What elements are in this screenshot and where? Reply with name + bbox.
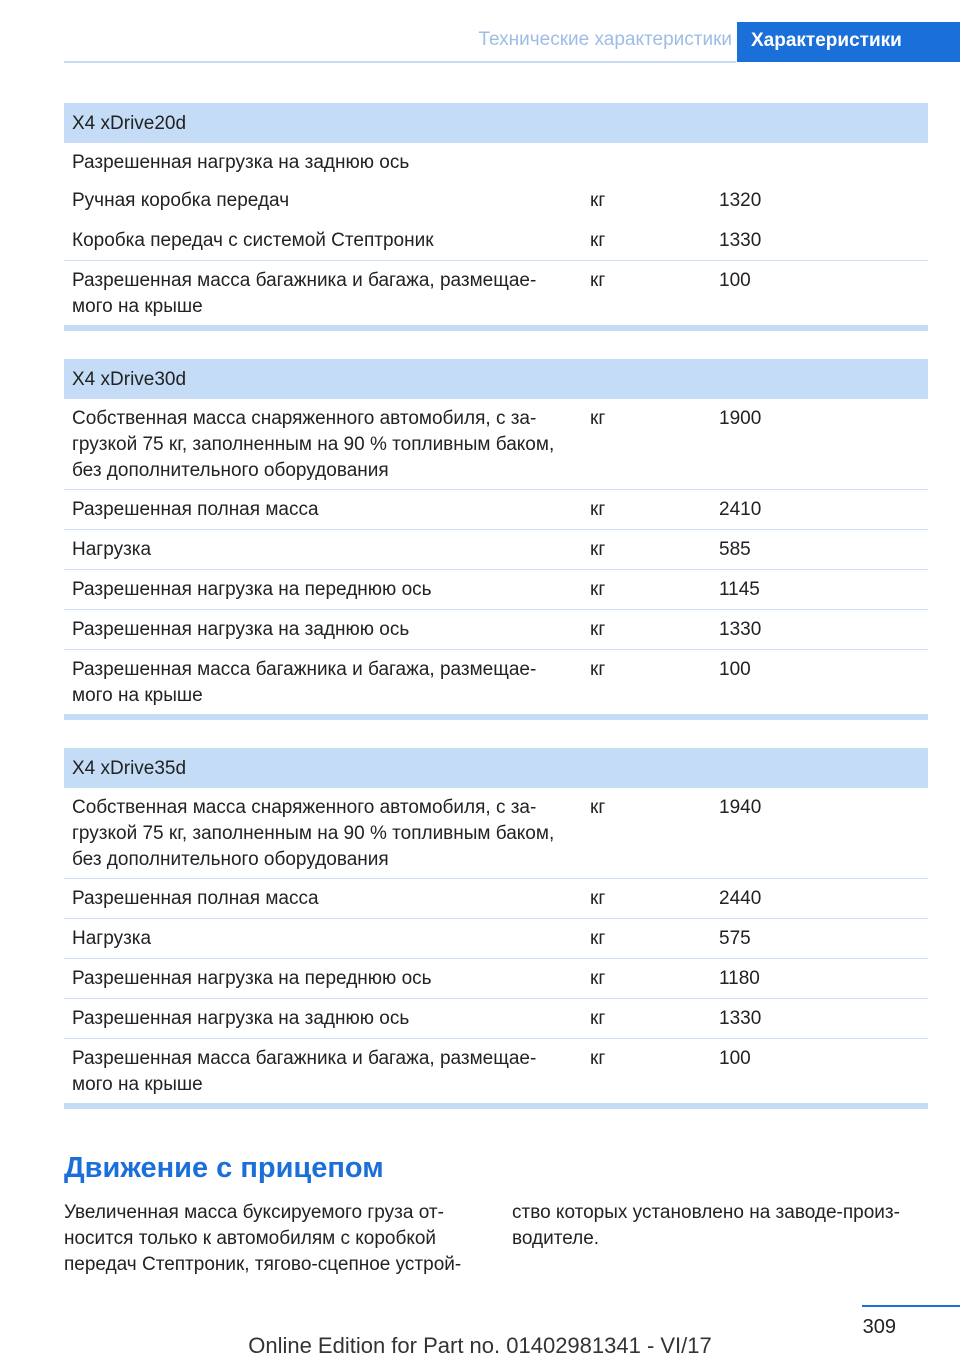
header-rule [64, 61, 736, 63]
table-bottom-rule [64, 1103, 928, 1109]
table-row [64, 221, 928, 261]
row-label: Нагрузка [72, 928, 152, 949]
row-label: Разрешенная полная масса [72, 499, 319, 520]
row-value: 1180 [719, 968, 760, 989]
footer-edition: Online Edition for Part no. 01402981341 - VI/17 [248, 1333, 712, 1358]
table-row [64, 999, 928, 1039]
row-label: Коробка передач с системой Стептроник [72, 230, 434, 251]
row-value: 100 [719, 270, 751, 291]
table-row [64, 181, 928, 221]
table-title: X4 xDrive30d [64, 359, 928, 399]
row-label: Разрешенная нагрузка на переднюю ось [72, 579, 432, 600]
row-value: 1330 [719, 230, 762, 251]
row-unit: кг [590, 1008, 606, 1029]
table-row [64, 570, 928, 610]
table-row [64, 959, 928, 999]
page-number: 309 [862, 1316, 896, 1338]
row-value: 585 [719, 539, 751, 560]
table-row [64, 261, 928, 325]
table-row [64, 1039, 928, 1103]
body-text-column-1: Увеличенная масса буксируемого груза от-носится только к автомобилям с коробкой передач Стептроник, тягово-сцепное устрой- [64, 1202, 462, 1275]
row-label: Нагрузка [72, 539, 152, 560]
row-unit: кг [590, 928, 606, 949]
row-label: Разрешенная полная масса [72, 888, 319, 909]
row-label: Разрешенная нагрузка на заднюю ось [72, 1008, 410, 1029]
row-unit: кг [590, 797, 606, 818]
row-unit: кг [590, 968, 606, 989]
row-value: 575 [719, 928, 751, 949]
page-number-rule [862, 1305, 960, 1307]
row-label: Собственная масса снаряженного автомобиля, с за-грузкой 75 кг, заполненным на 90 % топливным баком, без дополнительного оборудования [72, 408, 555, 481]
table-row [64, 650, 928, 714]
table-row [64, 530, 928, 570]
row-unit: кг [590, 270, 606, 291]
row-label: Разрешенная нагрузка на переднюю ось [72, 968, 432, 989]
row-unit: кг [590, 659, 606, 680]
table-row [64, 788, 928, 879]
table-bottom-rule [64, 714, 928, 720]
table-row [64, 919, 928, 959]
section-heading: Движение с прицепом [64, 1152, 384, 1184]
row-label: Разрешенная нагрузка на заднюю ось [72, 619, 410, 640]
spec-table-xdrive30d [64, 359, 928, 720]
table-bottom-rule [64, 325, 928, 331]
row-value: 1330 [719, 619, 762, 640]
row-unit: кг [590, 539, 606, 560]
row-unit: кг [590, 230, 606, 251]
spec-table-xdrive35d [64, 748, 928, 1109]
table-row [64, 879, 928, 919]
header-chapter-tab: Характеристики [737, 22, 960, 62]
row-value: 2440 [719, 888, 762, 909]
row-value: 2410 [719, 499, 762, 520]
row-value: 100 [719, 659, 751, 680]
table-row [64, 490, 928, 530]
row-unit: кг [590, 1048, 606, 1069]
row-unit: кг [590, 499, 606, 520]
row-unit: кг [590, 190, 606, 211]
table-row [64, 143, 928, 181]
row-label: Разрешенная масса багажника и багажа, размещае-мого на крыше [72, 659, 537, 706]
row-value: 1330 [719, 1008, 762, 1029]
row-label: Разрешенная нагрузка на заднюю ось [72, 152, 410, 173]
table-title: X4 xDrive20d [64, 103, 928, 143]
row-value: 1320 [719, 190, 762, 211]
row-unit: кг [590, 408, 606, 429]
table-row [64, 610, 928, 650]
table-row [64, 399, 928, 490]
row-value: 100 [719, 1048, 751, 1069]
row-label: Разрешенная масса багажника и багажа, размещае-мого на крыше [72, 270, 537, 317]
spec-table-xdrive20d [64, 103, 928, 331]
header-section-title: Технические характеристики [478, 29, 732, 50]
table-title: X4 xDrive35d [64, 748, 928, 788]
row-label: Собственная масса снаряженного автомобиля, с за-грузкой 75 кг, заполненным на 90 % топливным баком, без дополнительного оборудования [72, 797, 555, 870]
row-value: 1900 [719, 408, 762, 429]
row-unit: кг [590, 619, 606, 640]
row-value: 1940 [719, 797, 762, 818]
row-label: Разрешенная масса багажника и багажа, размещае-мого на крыше [72, 1048, 537, 1095]
row-unit: кг [590, 888, 606, 909]
body-text-column-2: ство которых установлено на заводе-произ-водителе. [512, 1202, 900, 1249]
row-value: 1145 [719, 579, 760, 600]
row-label: Ручная коробка передач [72, 190, 290, 211]
row-unit: кг [590, 579, 606, 600]
